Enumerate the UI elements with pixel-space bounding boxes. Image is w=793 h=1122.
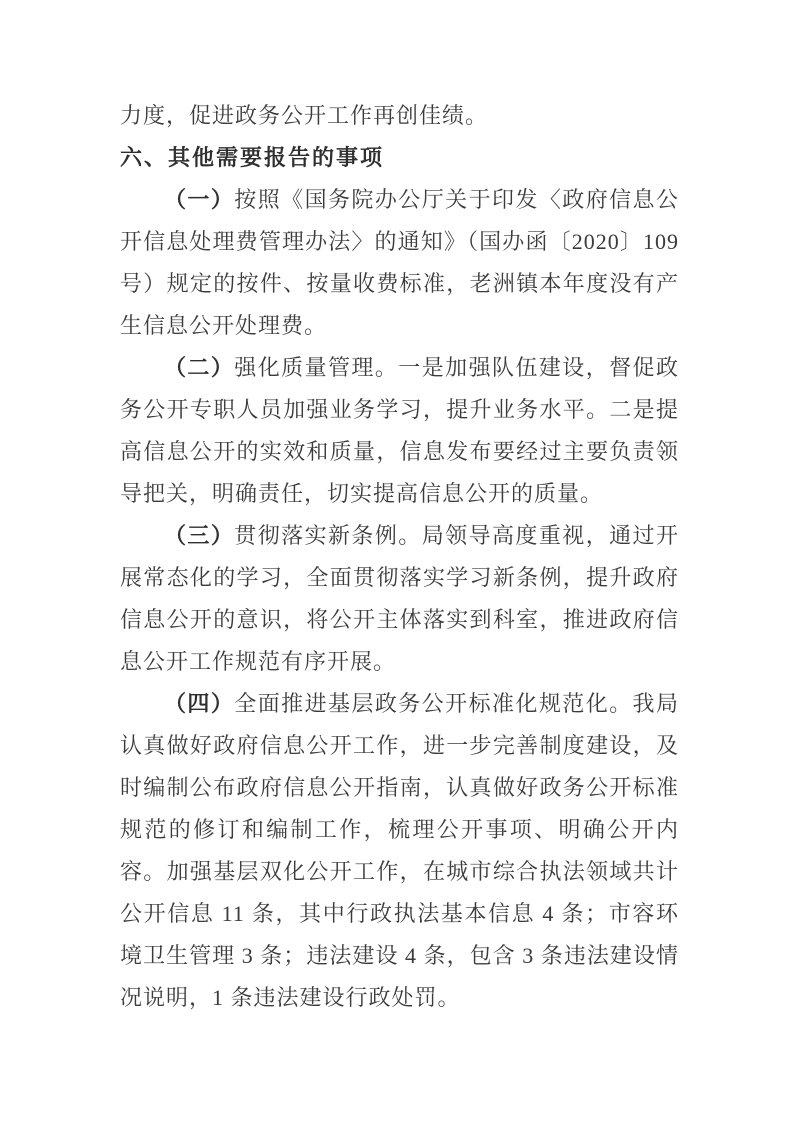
continued-paragraph-line: 力度，促进政务公开工作再创佳绩。: [120, 103, 489, 128]
paragraph-4-text: 全面推进基层政务公开标准化规范化。我局认真做好政府信息公开工作，进一步完善制度建设，及时编制公布政府信息公开指南，认真做好政务公开标准规范的修订和编制工作，梳理公开事项、明确公开内容。加强基层双化公开工作，在城市综合执法领域共计公开信息 11 条，其中行政执法基本信息 4 条；市容环境卫生管理 3 条；违法建设 4 条，包含 3 条违法建设情况说明，1 条违法建设行政处罚。: [120, 691, 679, 1010]
paragraph-2-text: 强化质量管理。一是加强队伍建设，督促政务公开专职人员加强业务学习，提升业务水平。二是提高信息公开的实效和质量，信息发布要经过主要负责领导把关，明确责任，切实提高信息公开的质量。: [120, 355, 679, 506]
paragraph-4-number: （四）: [164, 691, 235, 716]
paragraph-item-4: [120, 683, 679, 1019]
paragraph-1-text: 按照《国务院办公厅关于印发〈政府信息公开信息处理费管理办法〉的通知》（国办函〔2020〕109 号）规定的按件、按量收费标准，老洲镇本年度没有产生信息公开处理费。: [120, 187, 679, 338]
paragraph-item-1: [120, 179, 679, 347]
document-content: [120, 95, 679, 1019]
paragraph-item-2: [120, 347, 679, 515]
paragraph-1-number: （一）: [164, 187, 235, 212]
paragraph-item-3: [120, 515, 679, 683]
section-heading: 六、其他需要报告的事项: [120, 145, 385, 170]
paragraph-3-text: 贯彻落实新条例。局领导高度重视，通过开展常态化的学习，全面贯彻落实学习新条例，提升政府信息公开的意识，将公开主体落实到科室，推进政府信息公开工作规范有序开展。: [120, 523, 679, 674]
paragraph-2-number: （二）: [164, 355, 235, 380]
paragraph-3-number: （三）: [164, 523, 235, 548]
